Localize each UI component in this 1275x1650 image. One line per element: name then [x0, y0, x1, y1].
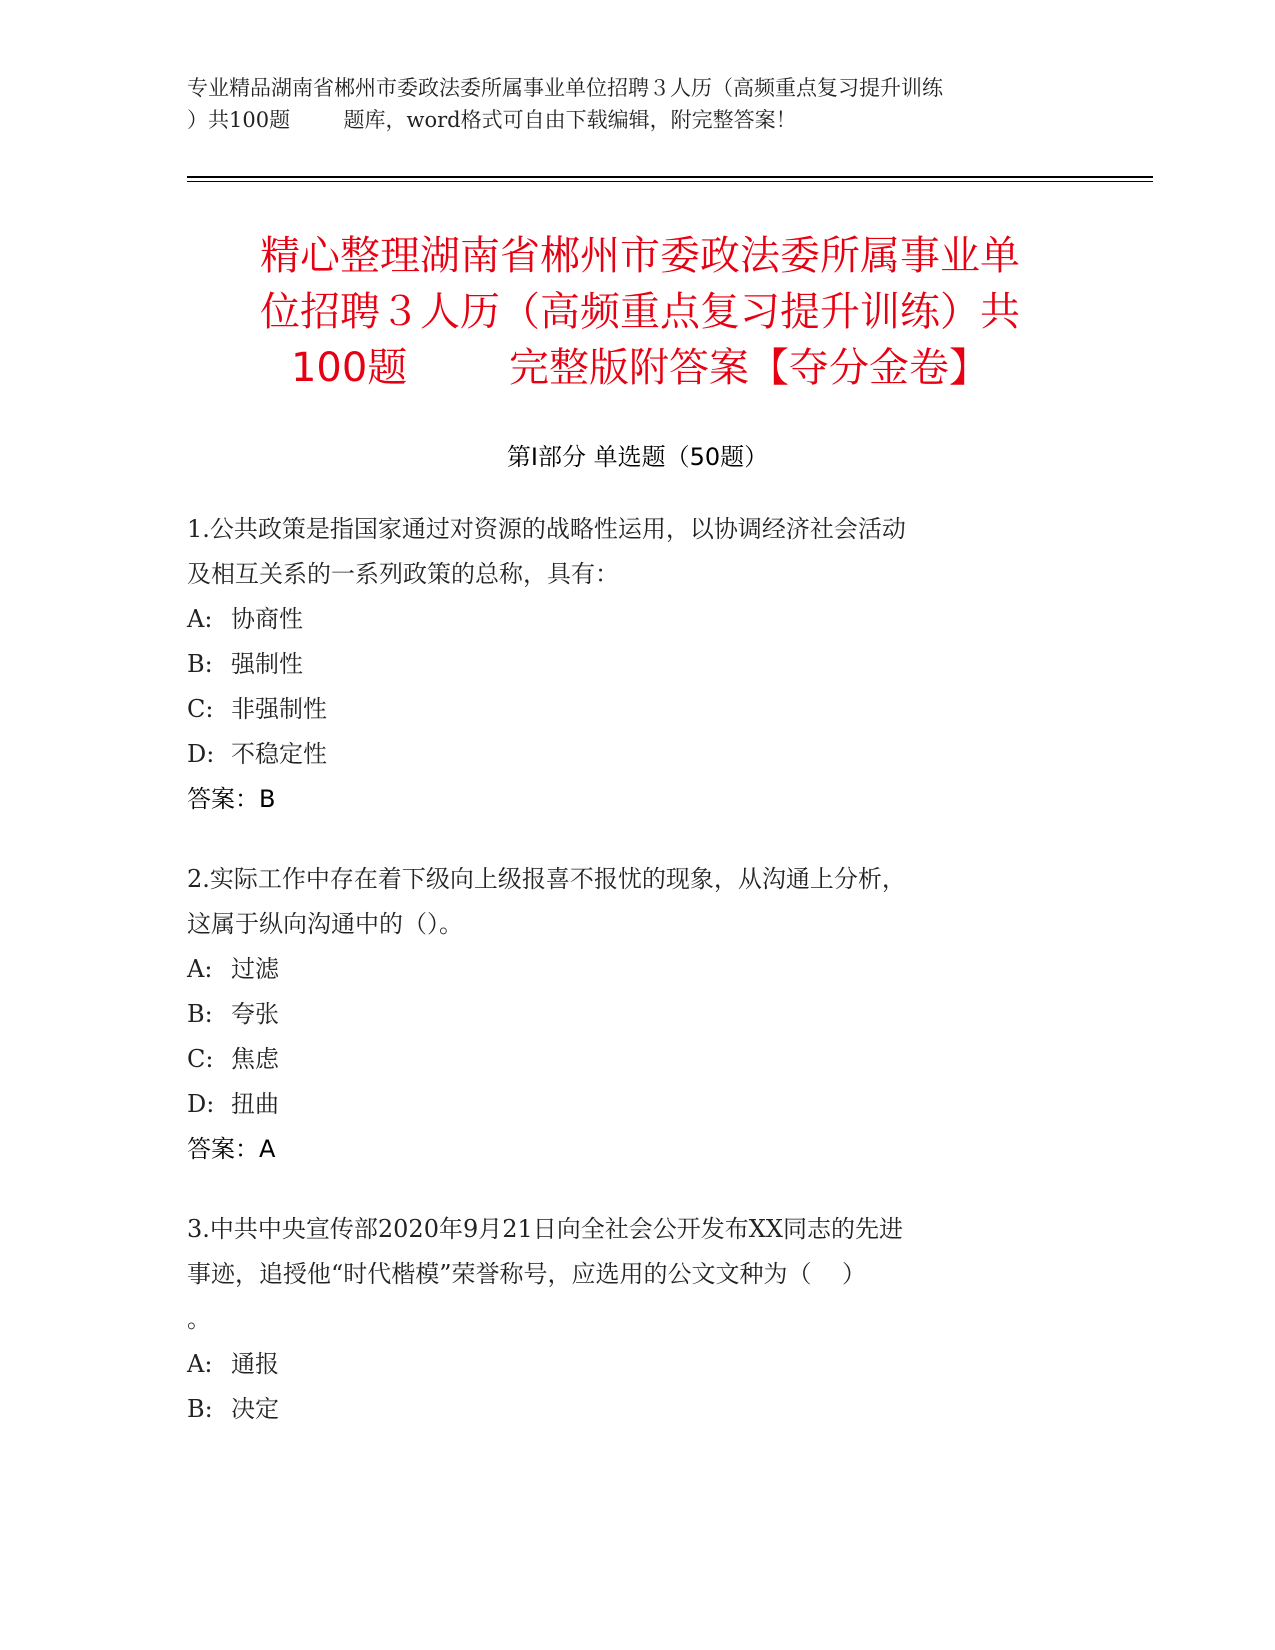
- header-note-line-2: ）共100题 题库，word格式可自由下载编辑，附完整答案！: [187, 108, 797, 132]
- header-note: [187, 72, 1087, 136]
- document-title: [160, 228, 1120, 396]
- option-letter: A:: [187, 1350, 213, 1378]
- option-a: [187, 597, 1087, 642]
- question-stem-line: 事迹，追授他“时代楷模”荣誉称号，应选用的公文文种为（ ）: [187, 1260, 867, 1288]
- document-title-line-2: 位招聘３人历（高频重点复习提升训练）共: [260, 289, 1020, 335]
- answer-line: 答案：B: [187, 785, 276, 813]
- question-1: [187, 507, 1087, 822]
- answer-line: 答案：A: [187, 1135, 276, 1163]
- option-c: [187, 1037, 1087, 1082]
- question-stem: [187, 1207, 1087, 1342]
- option-a: [187, 1342, 1087, 1387]
- option-letter: C:: [187, 695, 214, 723]
- option-text: 非强制性: [231, 695, 327, 723]
- option-text: 扭曲: [231, 1090, 279, 1118]
- option-text: 焦虑: [231, 1045, 279, 1073]
- option-letter: A:: [187, 605, 213, 633]
- document-title-line-1: 精心整理湖南省郴州市委政法委所属事业单: [260, 233, 1020, 279]
- question-stem-line: 2.实际工作中存在着下级向上级报喜不报忧的现象，从沟通上分析，: [187, 865, 906, 893]
- option-letter: B:: [187, 650, 213, 678]
- option-b: [187, 1387, 1087, 1432]
- option-text: 过滤: [231, 955, 279, 983]
- option-letter: D:: [187, 740, 215, 768]
- option-letter: B:: [187, 1395, 213, 1423]
- question-stem: [187, 857, 1087, 947]
- option-d: [187, 732, 1087, 777]
- option-b: [187, 992, 1087, 1037]
- question-stem-line: 3.中共中央宣传部2020年9月21日向全社会公开发布XX同志的先进: [187, 1215, 903, 1243]
- question-stem-line: 。: [187, 1305, 211, 1333]
- question-stem-line: 这属于纵向沟通中的（）。: [187, 910, 463, 938]
- option-b: [187, 642, 1087, 687]
- question-stem: [187, 507, 1087, 597]
- question-3: [187, 1207, 1087, 1432]
- option-letter: A:: [187, 955, 213, 983]
- question-stem-line: 及相互关系的一系列政策的总称，具有：: [187, 560, 619, 588]
- option-text: 强制性: [231, 650, 303, 678]
- question-stem-line: 1.公共政策是指国家通过对资源的战略性运用，以协调经济社会活动: [187, 515, 906, 543]
- option-text: 不稳定性: [231, 740, 327, 768]
- question-2: [187, 857, 1087, 1172]
- header-note-line-1: 专业精品湖南省郴州市委政法委所属事业单位招聘３人历（高频重点复习提升训练: [187, 76, 943, 100]
- option-a: [187, 947, 1087, 992]
- option-letter: B:: [187, 1000, 213, 1028]
- option-text: 决定: [231, 1395, 279, 1423]
- section-heading: 第Ⅰ部分 单选题（50题）: [506, 443, 769, 471]
- option-text: 夸张: [231, 1000, 279, 1028]
- option-text: 通报: [231, 1350, 279, 1378]
- document-title-line-3: 100题 完整版附答案【夺分金卷】: [290, 345, 990, 391]
- option-text: 协商性: [231, 605, 303, 633]
- option-letter: C:: [187, 1045, 214, 1073]
- header-divider-thick: [187, 176, 1153, 178]
- option-c: [187, 687, 1087, 732]
- option-letter: D:: [187, 1090, 215, 1118]
- header-divider-thin: [187, 181, 1153, 182]
- option-d: [187, 1082, 1087, 1127]
